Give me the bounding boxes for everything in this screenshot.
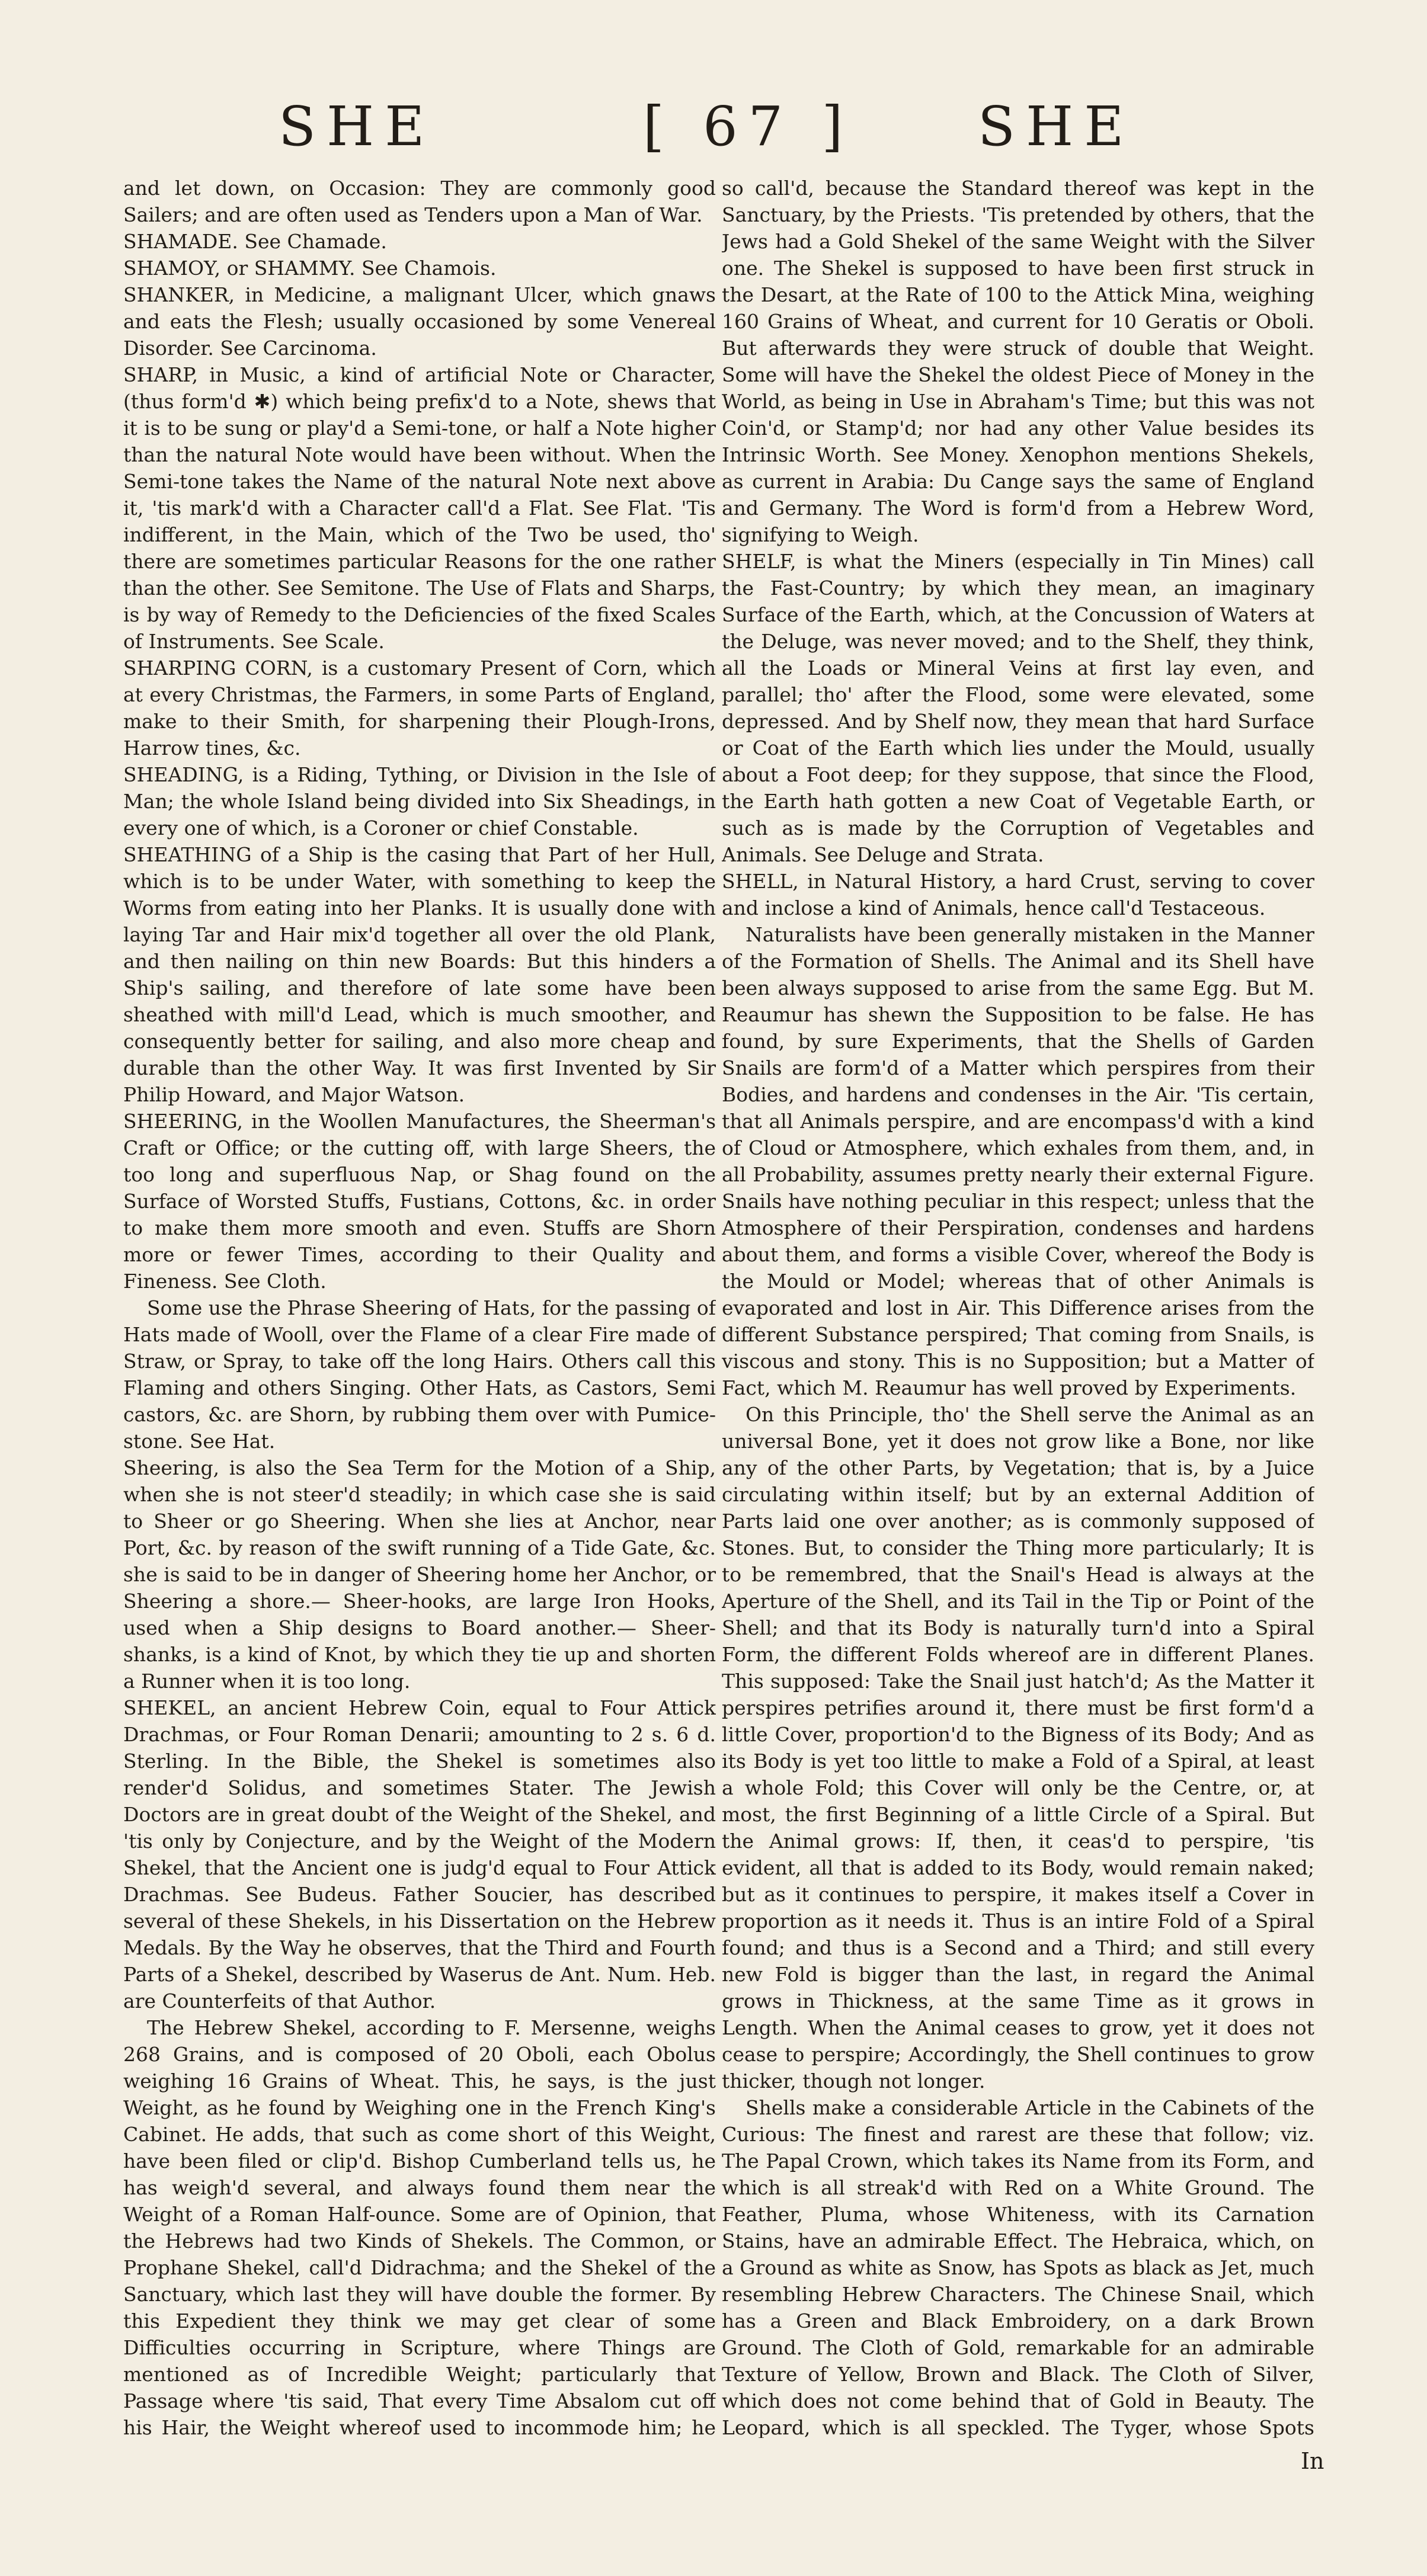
entry-paragraph: Naturalists have been generally mistaken in the Manner of the Formation of Shells. The Animal and its Shell have been always supposed to arise from the same Egg. But M. Reaumur has shewn the Supposition to be false. He has found, by sure Experiments, that the Shells of Garden Snails are form'd of a Matter which perspires from their Bodies, and hardens and condenses in the Air. 'Tis certain, that all Animals perspire, and are encompass'd with a kind of Cloud or Atmosphere, which exhales from them, and, in all Probability, assumes pretty nearly their external Figure. Snails have nothing peculiar in this respect; unless that the Atmosphere of their Perspiration, condenses and hardens about them, and forms a visible Cover, whereof the Body is the Mould or Model; whereas that of other Animals is evaporated and lost in Air. This Difference arises from the different Substance perspired; That coming from Snails, is viscous and stony. This is no Supposition; but a Matter of Fact, which M. Reaumur has well proved by Experiments. xyxy=(722,923,1314,1399)
entry-paragraph: On this Principle, tho' the Shell serve the Animal as an universal Bone, yet it does not grow like a Bone, nor like any of the other Parts, by Vegetation; that is, by a Juice circulating within itself; but by an external Addition of Parts laid one over another; as is commonly supposed of Stones. But, to consider the Thing more particularly; It is to be remembred, that the Snail's Head is always at the Aperture of the Shell, and its Tail in the Tip or Point of the Shell; and that its Body is naturally turn'd into a Spiral Form, the different Folds whereof are in different Planes. This supposed: Take the Snail just hatch'd; As the Matter it perspires petrifies around it, there must be first form'd a little Cover, proportion'd to the Bigness of its Body; And as its Body is yet too little to make a Fold of a Spiral, at least a whole Fold; this Cover will only be the Centre, or, at most, the first Beginning of a little Circle of a Spiral. But the Animal grows: If, then, it ceas'd to perspire, 'tis evident, all that is added to its Body, would remain naked; but as it continues to perspire, it makes itself a Cover in proportion as it needs it. Thus is an intire Fold of a Spiral found; and thus is a Second and a Third; and still every new Fold is bigger than the last, in regard the Animal grows in Thickness, at the same Time as it grows in Length. When the Animal ceases to grow, yet it does not cease to perspire; Accordingly, the Shell continues to grow thicker, though not longer. xyxy=(722,1403,1314,2093)
entry-paragraph: SHARPING CORN, is a customary Present of Corn, which at every Christmas, the Farmers, in some Parts of England, make to their Smith, for sharpening their Plough-Irons, Harrow tines, &c. xyxy=(123,656,716,760)
entry-paragraph: so call'd, because the Standard thereof was kept in the Sanctuary, by the Priests. 'Tis pretended by others, that the Jews had a Gold Shekel of the same Weight with the Silver one. The Shekel is supposed to have been first struck in the Desart, at the Rate of 100 to the Attick Mina, weighing 160 Grains of Wheat, and current for 10 Geratis or Oboli. But afterwards they were struck of double that Weight. Some will have the Shekel the oldest Piece of Money in the World, as being in Use in Abraham's Time; but this was not Coin'd, or Stamp'd; nor had any other Value besides its Intrinsic Worth. See Money. Xenophon mentions Shekels, as current in Arabia: Du Cange says the same of England and Germany. The Word is form'd from a Hebrew Word, signifying to Weigh. xyxy=(722,177,1314,546)
entry-paragraph: Sheering, is also the Sea Term for the Motion of a Ship, when she is not steer'd steadily; in which case she is said to Sheer or go Sheering. When she lies at Anchor, near Port, &c. by reason of the swift running of a Tide Gate, &c. she is said to be in danger of Sheering home her Anchor, or Sheering a shore.— Sheer-hooks, are large Iron Hooks, used when a Ship designs to Board another.— Sheer-shanks, is a kind of Knot, by which they tie up and shorten a Runner when it is too long. xyxy=(123,1456,716,1693)
entry-paragraph: SHAMOY, or SHAMMY. See Chamois. xyxy=(123,257,497,280)
entry-paragraph: SHAMADE. See Chamade. xyxy=(123,230,387,253)
page-number: [ 67 ] xyxy=(643,95,854,158)
entry-paragraph: SHELF, is what the Miners (especially in Tin Mines) call the Fast-Country; by which they mean, an imaginary Surface of the Earth, which, at the Concussion of Waters at the Deluge, was never moved; and to the Shelf, they think, all the Loads or Mineral Veins at first lay even, and parallel; tho' after the Flood, some were elevated, some depressed. And by Shelf now, they mean that hard Surface or Coat of the Earth which lies under the Mould, usually about a Foot deep; for they suppose, that since the Flood, the Earth hath gotten a new Coat of Vegetable Earth, or such as is made by the Corruption of Vegetables and Animals. See Deluge and Strata. xyxy=(722,550,1314,866)
entry-paragraph: SHEERING, in the Woollen Manufactures, the Sheerman's Craft or Office; or the cutting off, with large Sheers, the too long and superfluous Nap, or Shag found on the Surface of Worsted Stuffs, Fustians, Cottons, &c. in order to make them more smooth and even. Stuffs are Shorn more or fewer Times, according to their Quality and Fineness. See Cloth. xyxy=(123,1110,716,1293)
left-column xyxy=(123,175,716,2438)
entry-paragraph: Some use the Phrase Sheering of Hats, for the passing of Hats made of Wooll, over the Flame of a clear Fire made of Straw, or Spray, to take off the long Hairs. Others call this Flaming and others Singing. Other Hats, as Castors, Semi castors, &c. are Shorn, by rubbing them over with Pumice-stone. See Hat. xyxy=(123,1296,716,1453)
entry-paragraph: Shells make a considerable Article in the Cabinets of the Curious: The finest and rarest are these that follow; viz. The Papal Crown, which takes its Name from its Form, and which is all streak'd with Red on a White Ground. The Feather, Pluma, whose Whiteness, with its Carnation Stains, have an admirable Effect. The Hebraica, which, on a Ground as white as Snow, has Spots as black as Jet, much resembling Hebrew Characters. The Chinese Snail, which has a Green and Black Embroidery, on a dark Brown Ground. The Cloth of Gold, remarkable for an admirable Texture of Yellow, Brown and Black. The Cloth of Silver, which does not come behind that of Gold in Beauty. The Leopard, which is all speckled. The Tyger, whose Spots xyxy=(722,2096,1314,2438)
entry-paragraph: SHELL, in Natural History, a hard Crust, serving to cover and inclose a kind of Animals, hence call'd Testaceous. xyxy=(722,870,1314,919)
catchword: In xyxy=(1301,2448,1324,2474)
right-column xyxy=(722,175,1314,2438)
entry-paragraph: The Hebrew Shekel, according to F. Mersenne, weighs 268 Grains, and is composed of 20 Oboli, each Obolus weighing 16 Grains of Wheat. This, he says, is the just Weight, as he found by Weighing one in the French King's Cabinet. He adds, that such as come short of this Weight, have been filed or clip'd. Bishop Cumberland tells us, he has weigh'd several, and always found them near the Weight of a Roman Half-ounce. Some are of Opinion, that the Hebrews had two Kinds of Shekels. The Common, or Prophane Shekel, call'd Didrachma; and the Shekel of the Sanctuary, which last they will have double the former. By this Expedient they think we may get clear of some Difficulties occurring in Scripture, where Things are mentioned as of Incredible Weight; particularly that Passage where 'tis said, That every Time Absalom cut off his Hair, the Weight whereof used to incommode him; he xyxy=(123,2016,716,2438)
entry-paragraph: SHEADING, is a Riding, Tything, or Division in the Isle of Man; the whole Island being divided into Six Sheadings, in every one of which, is a Coroner or chief Constable. xyxy=(123,763,716,840)
running-head-left: SHE xyxy=(279,95,436,158)
entry-paragraph: SHEKEL, an ancient Hebrew Coin, equal to Four Attick Drachmas, or Four Roman Denarii; amounting to 2 s. 6 d. Sterling. In the Bible, the Shekel is sometimes also render'd Solidus, and sometimes Stater. The Jewish Doctors are in great doubt of the Weight of the Shekel, and 'tis only by Conjecture, and by the Weight of the Modern Shekel, that the Ancient one is judg'd equal to Four Attick Drachmas. See Budeus. Father Soucier, has described several of these Shekels, in his Dissertation on the Hebrew Medals. By the Way he observes, that the Third and Fourth Parts of a Shekel, described by Waserus de Ant. Num. Heb. are Counterfeits of that Author. xyxy=(123,1696,716,2013)
entry-paragraph: and let down, on Occasion: They are commonly good Sailers; and are often used as Tenders upon a Man of War. xyxy=(123,177,716,226)
running-head-right: SHE xyxy=(978,95,1135,158)
entry-paragraph: SHANKER, in Medicine, a malignant Ulcer, which gnaws and eats the Flesh; usually occasioned by some Venereal Disorder. See Carcinoma. xyxy=(123,283,716,360)
entry-paragraph: SHARP, in Music, a kind of artificial Note or Character, (thus form'd ✱) which being prefix'd to a Note, shews that it is to be sung or play'd a Semi-tone, or half a Note higher than the natural Note would have been without. When the Semi-tone takes the Name of the natural Note next above it, 'tis mark'd with a Character call'd a Flat. See Flat. 'Tis indifferent, in the Main, which of the Two be used, tho' there are sometimes particular Reasons for the one rather than the other. See Semitone. The Use of Flats and Sharps, is by way of Remedy to the Deficiencies of the fixed Scales of Instruments. See Scale. xyxy=(123,363,716,653)
entry-paragraph: SHEATHING of a Ship is the casing that Part of her Hull, which is to be under Water, with something to keep the Worms from eating into her Planks. It is usually done with laying Tar and Hair mix'd together all over the old Plank, and then nailing on thin new Boards: But this hinders a Ship's sailing, and therefore of late some have been sheathed with mill'd Lead, which is much smoother, and consequently better for sailing, and also more cheap and durable than the other Way. It was first Invented by Sir Philip Howard, and Major Watson. xyxy=(123,843,716,1106)
